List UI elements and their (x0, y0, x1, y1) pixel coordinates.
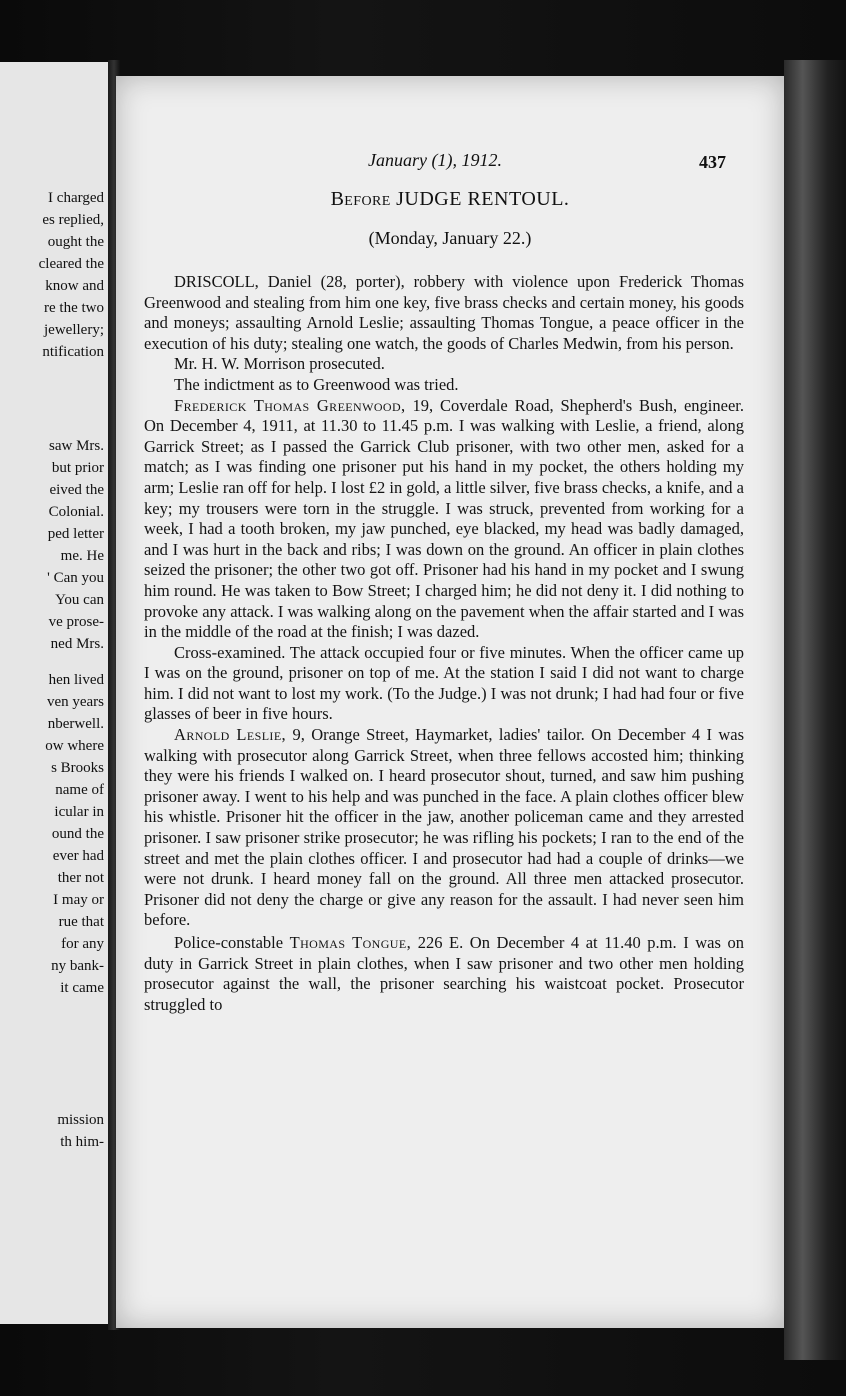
left-page-line: saw Mrs. (49, 438, 104, 454)
heading-judge: JUDGE RENTOUL. (396, 188, 570, 210)
left-page-line: es replied, (42, 212, 104, 228)
left-page-line: ny bank- (51, 958, 104, 974)
tongue-prefix: Police-constable (174, 933, 290, 952)
left-page-line: ned Mrs. (50, 636, 104, 652)
witness-name-tongue: Thomas Tongue, (289, 933, 412, 952)
left-page-line: nberwell. (47, 716, 104, 732)
left-page-line: ever had (52, 848, 104, 864)
left-page-line: th him- (60, 1134, 104, 1150)
case-text (144, 272, 744, 1015)
page-edge-right (784, 60, 846, 1360)
left-page-line: s Brooks (51, 760, 104, 776)
tongue-testimony (144, 933, 744, 1015)
greenwood-testimony (144, 396, 744, 643)
left-page-line: know and (45, 278, 104, 294)
left-page-line: eived the (49, 482, 104, 498)
indictment-paragraph: DRISCOLL, Daniel (28, porter), robbery with violence upon Frederick Thomas Greenwood and stealing from him one key, five brass checks and certain money, his goods and moneys; assaulting Arnold Leslie; assaulting Thomas Tongue, a peace officer in the execution of his duty; stealing one watch, the goods of Charles Medwin, from his person. (144, 272, 744, 353)
left-page-line: re the two (44, 300, 104, 316)
left-page-line: but prior (51, 460, 104, 476)
trial-line: The indictment as to Greenwood was tried. (174, 374, 459, 394)
tongue-text: 226 E. On December 4 at 11.40 p.m. I was on duty in Garrick Street in plain clothes, when I saw prisoner and two other men holding prosecutor against the wall, the prisoner searching his waistcoat pocket. Prosecutor struggled to (144, 933, 744, 1014)
cross-examination: Cross-examined. The attack occupied four or five minutes. When the officer came up I was on the ground, prisoner on top of me. At the station I said I did not want to charge him. I did not want to lost my work. (To the Judge.) I was not drunk; I had had four or five glasses of beer in five hours. (144, 642, 744, 724)
left-page-line: it came (60, 980, 104, 996)
page-number: 437 (699, 152, 726, 172)
left-page-line: hen lived (48, 672, 104, 688)
left-page-line: ther not (57, 870, 104, 886)
left-page-line: You can (55, 592, 104, 608)
leslie-text: 9, Orange Street, Haymarket, ladies' tailor. On December 4 I was walking with prosecutor along Garrick Street, when three fellows accosted him; thinking they were his friends I walked on. I heard prosecutor shout, turned, and saw him pushing prisoner away. I went to his help and was punched in the face. A plain clothes officer blew his whistle. Prisoner hit the officer in the jaw, another policeman came and they arrested prisoner. I saw prisoner strike prosecutor; he was rifling his pockets; I ran to the end of the street and met the plain clothes officer. I and prosecutor had had a couple of drinks—we were not drunk. I heard money fall on the ground. All three men attacked prosecutor. Prisoner did not deny the charge or give any reason for the assault. I had never seen him before. (144, 725, 744, 930)
court-heading (116, 188, 784, 211)
left-page-line: ound the (51, 826, 104, 842)
left-page-line: mission (57, 1112, 104, 1128)
left-page-line: ven years (46, 694, 104, 710)
left-page-line: I charged (48, 190, 104, 206)
left-page-line: me. He (60, 548, 104, 564)
left-page-line: ped letter (47, 526, 104, 542)
left-page-line: ought the (47, 234, 104, 250)
witness-name-leslie: Arnold Leslie, (174, 725, 287, 745)
page-437 (116, 76, 784, 1328)
left-page-line: name of (55, 782, 104, 798)
prosecutor-line: Mr. H. W. Morrison prosecuted. (174, 354, 385, 374)
session-date: (Monday, January 22.) (368, 228, 532, 248)
left-page-line: for any (61, 936, 104, 952)
left-page-line: icular in (54, 804, 104, 820)
left-page-line: ow where (45, 738, 104, 754)
witness-name-greenwood: Frederick Thomas Greenwood, (174, 395, 406, 415)
left-page-line: Colonial. (48, 504, 104, 520)
left-page-line: ntification (42, 344, 104, 360)
left-page-line: I may or (53, 892, 104, 908)
left-page-fragment (0, 62, 110, 1324)
greenwood-text: 19, Coverdale Road, Shepherd's Bush, engineer. On December 4, 1911, at 11.30 to 11.45 p.m. I was walking with Leslie, a friend, along Garrick Street; as I passed the Garrick Club prisoner, with two other men, asked for a match; as I was finding one prisoner put his hand in my pocket, the others holding my arm; Leslie ran off for help. I lost £2 in gold, a little silver, five brass checks, a knife, and a key; my trousers were torn in the struggle. I was struck, prevented from working for a week, I had a tooth broken, my jaw punched, eye blacked, my head was badly damaged, and I was hurt in the back and ribs; I was down on the ground. An officer in plain clothes seized the prisoner; the other two got off. Prisoner had his hand in my pocket and I swung him round. He was taken to Bow Street; I charged him; he did not deny it. I did nothing to provoke any attack. I was walking along on the pavement when the affair started and I was in the middle of the road at the finish; I was dazed. (144, 395, 744, 642)
heading-before: Before (330, 188, 391, 210)
left-page-line: ' Can you (47, 570, 104, 586)
running-header-date: January (1), 1912. (368, 150, 502, 170)
left-page-line: ve prose- (48, 614, 104, 630)
left-page-line: cleared the (38, 256, 104, 272)
left-page-line: rue that (58, 914, 104, 930)
leslie-testimony (144, 725, 744, 931)
left-page-line: jewellery; (44, 322, 104, 338)
